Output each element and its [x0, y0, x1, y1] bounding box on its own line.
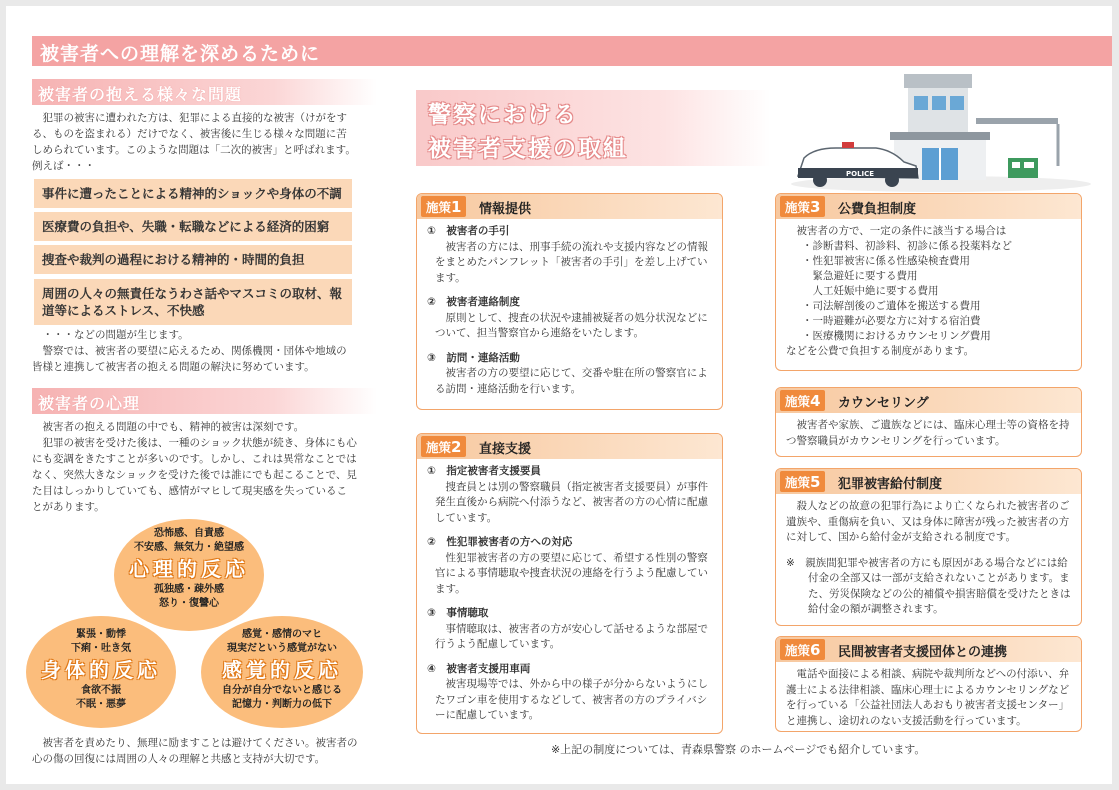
- support-title-line: 警察における: [428, 102, 578, 128]
- measure-badge: [780, 196, 825, 217]
- measure-badge: [780, 471, 825, 492]
- problem-item: 事件に遭ったことによる精神的ショックや身体の不調: [34, 179, 352, 208]
- circle-text: 不眠・悪夢: [76, 699, 126, 710]
- measure-2-card: [416, 433, 723, 734]
- issues-outro-text: ・・・などの問題が生じます。: [42, 329, 189, 341]
- circle-text: 自分が自分でないと感じる: [222, 685, 342, 696]
- measure-badge: [421, 436, 466, 457]
- measure-6-card: [775, 636, 1082, 732]
- measure-number: 5: [810, 473, 821, 491]
- measure-title: 公費負担制度: [838, 202, 917, 217]
- item-head: ① 被害者の手引: [427, 225, 510, 237]
- measure-body: [776, 224, 1081, 359]
- footnote: ※上記の制度については、青森県警察 のホームページでも紹介しています。: [551, 743, 926, 756]
- circle-text: 不安感、無気力・絶望感: [134, 542, 244, 553]
- measure-3-card: [775, 193, 1082, 371]
- measure-number: 4: [810, 392, 821, 410]
- measure-header: [417, 194, 722, 219]
- list-item: ・司法解剖後のご遺体を搬送する費用: [802, 300, 981, 312]
- list-item: ・医療機関におけるカウンセリング費用: [802, 330, 991, 342]
- measure-1-card: [416, 193, 723, 410]
- issues-police-text: 警察では、被害者の要望に応えるため、関係機関・団体や地域の皆様と連携して被害者の抱える問題の解決に努めています。: [32, 345, 347, 373]
- list-item: ・性犯罪被害に係る性感染検査費用: [802, 255, 970, 267]
- list-item: 人工妊娠中絶に要する費用: [802, 285, 939, 297]
- problem-item: 捜査や裁判の過程における精神的・時間的負担: [34, 245, 352, 274]
- psychology-heading: 被害者の心理: [38, 394, 141, 413]
- measure-badge: [780, 390, 825, 411]
- circle-text: 現実だという感覚がない: [227, 643, 337, 654]
- measure-prefix: 施策: [785, 475, 811, 490]
- measure-number: 1: [451, 198, 462, 216]
- psychology-text: 犯罪の被害を受けた後は、一種のショック状態が続き、身体にも心にも変調をきたすことが多いのです。しかし、これは異常なことではなく、突然大きなショックを受けた後では誰にでも起こることで、見た目はしっかりしていても、感情がマヒして現実感を失っていることがあります。: [32, 437, 357, 513]
- psychology-heading-bar: [32, 388, 377, 414]
- issues-intro: [32, 110, 357, 174]
- measure-header: [776, 637, 1081, 662]
- police-sign: POLICE: [846, 170, 875, 178]
- circle-text: 食欲不振: [81, 685, 121, 696]
- circle-label: 感覚的反応: [222, 658, 342, 682]
- measure-number: 2: [451, 438, 462, 456]
- measure-header: [776, 194, 1081, 219]
- circle-label: 心理的反応: [129, 557, 249, 581]
- item-head: ④ 被害者支援用車両: [427, 662, 531, 675]
- issues-intro-text: 犯罪の被害に遭われた方は、犯罪による直接的な被害（けがをする、ものを盗まれる）だけでなく、被害後に生じる様々な問題に苦しめられています。このような問題は「二次的被害」と呼ばれます。: [32, 112, 356, 156]
- measure-header: [776, 469, 1081, 494]
- item-head: ③ 事情聴取: [427, 607, 489, 619]
- measure-prefix: 施策: [426, 440, 452, 455]
- support-title-line: 被害者支援の取組: [428, 136, 628, 162]
- psychology-closing-text: 被害者を責めたり、無理に励ますことは避けてください。被害者の心の傷の回復には周囲の人々の理解と共感と支持が大切です。: [32, 737, 358, 765]
- measure-title: 情報提供: [479, 202, 532, 217]
- measure-text: 殺人などの故意の犯罪行為により亡くなられた被害者のご遺族や、重傷病を負い、又は身体に障害が残った被害者の方に対して、国から給付金が支給される制度です。: [786, 500, 1070, 543]
- measure-title: 民間被害者支援団体との連携: [838, 645, 1008, 660]
- support-title-box: [416, 90, 771, 166]
- problem-item: 周囲の人々の無責任なうわさ話やマスコミの取材、報道等によるストレス、不快感: [34, 279, 352, 325]
- psychological-reaction-circle: [114, 519, 264, 631]
- measure-number: 3: [810, 198, 821, 216]
- measure-badge: [421, 196, 466, 217]
- item-head: ③ 訪問・連絡活動: [427, 351, 520, 364]
- psychology-body: [32, 419, 357, 515]
- measure-text: 電話や面接による相談、病院や裁判所などへの付添い、弁護士による法律相談、臨床心理士によるカウンセリングなどを行っている「公益社団法人あおもり被害者支援センター」と連携し、途切れのない支援活動を行っています。: [786, 668, 1070, 727]
- issues-outro: [32, 327, 357, 375]
- item-body: 事情聴取は、被害者の方が安心して話せるような部屋で行うよう配慮しています。: [435, 622, 708, 650]
- measure-body: [776, 499, 1081, 618]
- list-item: ・診断書料、初診料、初診に係る投薬料など: [802, 240, 1012, 252]
- main-title: 被害者への理解を深めるために: [40, 43, 321, 65]
- problem-item: 医療費の負担や、失職・転職などによる経済的困窮: [34, 212, 352, 241]
- measure-note: ※ 親族間犯罪や被害者の方にも原因がある場合などには給付金の全部又は一部が支給されないことがあります。また、労災保険などの公的補償や損害賠償を受けたときは給付金の額が調整されます。: [786, 556, 1071, 615]
- circle-text: 孤独感・疎外感: [154, 584, 224, 595]
- psychology-text: 被害者の抱える問題の中でも、精神的被害は深刻です。: [42, 421, 305, 433]
- sensory-reaction-circle: [201, 616, 363, 728]
- item-body: 被害者の方には、刑事手続の流れや支援内容などの情報をまとめたパンフレット「被害者の手引」を差し上げています。: [435, 240, 708, 284]
- issues-heading: 被害者の抱える様々な問題: [38, 85, 243, 104]
- measure-body: [417, 464, 722, 733]
- measure-badge: [780, 639, 825, 660]
- item-head: ② 性犯罪被害者の方への対応: [427, 536, 573, 548]
- circle-text: 感覚・感情のマヒ: [242, 629, 322, 640]
- circle-text: 緊張・動悸: [76, 629, 126, 640]
- measure-5-card: [775, 468, 1082, 626]
- measure-text: 被害者や家族、ご遺族などには、臨床心理士等の資格を持つ警察職員がカウンセリングを行っています。: [786, 419, 1070, 447]
- page: [6, 6, 1112, 784]
- item-head: ② 被害者連絡制度: [427, 296, 520, 308]
- circle-label: 身体的反応: [41, 658, 161, 682]
- item-body: 被害現場等では、外から中の様子が分からないようにしたワゴン車を使用するなどして、被害者の方のプライバシーに配慮しています。: [435, 678, 708, 721]
- measure-title: カウンセリング: [838, 396, 929, 411]
- list-item: 緊急避妊に要する費用: [802, 270, 918, 282]
- item-body: 性犯罪被害者の方の要望に応じて、希望する性別の警察官による事情聴取や捜査状況の連絡を行うよう配慮しています。: [435, 551, 708, 595]
- circle-text: 怒り・復讐心: [159, 598, 219, 609]
- measure-outro: などを公費で負担する制度があります。: [786, 345, 975, 357]
- physical-reaction-circle: [26, 616, 176, 728]
- measure-header: [776, 388, 1081, 413]
- measure-body: [776, 667, 1081, 729]
- measure-body: [417, 224, 722, 406]
- item-head: ① 指定被害者支援要員: [427, 465, 541, 477]
- measure-intro: 被害者の方で、一定の条件に該当する場合は: [796, 225, 1007, 237]
- measure-prefix: 施策: [785, 200, 811, 215]
- measure-prefix: 施策: [785, 643, 811, 658]
- issues-example-label: 例えば・・・: [32, 160, 95, 172]
- measure-header: [417, 434, 722, 459]
- measure-prefix: 施策: [426, 200, 452, 215]
- circle-text: 記憶力・判断力の低下: [232, 699, 332, 710]
- circle-text: 恐怖感、自責感: [154, 528, 224, 539]
- measure-title: 直接支援: [479, 442, 532, 457]
- main-title-bar: [32, 36, 1112, 66]
- police-station-illustration: [776, 66, 1096, 196]
- item-body: 被害者の方の要望に応じて、交番や駐在所の警察官による訪問・連絡活動を行います。: [435, 367, 708, 395]
- item-body: 原則として、捜査の状況や逮捕被疑者の処分状況などについて、担当警察官から連絡をいたします。: [435, 311, 708, 339]
- issues-heading-bar: [32, 79, 377, 105]
- measure-number: 6: [810, 641, 821, 659]
- measure-prefix: 施策: [785, 394, 811, 409]
- psychology-closing: [32, 735, 362, 767]
- measure-4-card: [775, 387, 1082, 457]
- list-item: ・一時避難が必要な方に対する宿泊費: [802, 315, 981, 327]
- item-body: 捜査員とは別の警察職員（指定被害者支援要員）が事件発生直後から病院へ付添うなど、被害者の方の心情に配慮しています。: [435, 480, 708, 524]
- measure-body: [776, 418, 1081, 449]
- measure-title: 犯罪被害給付制度: [838, 477, 943, 492]
- circle-text: 下痢・吐き気: [71, 643, 131, 654]
